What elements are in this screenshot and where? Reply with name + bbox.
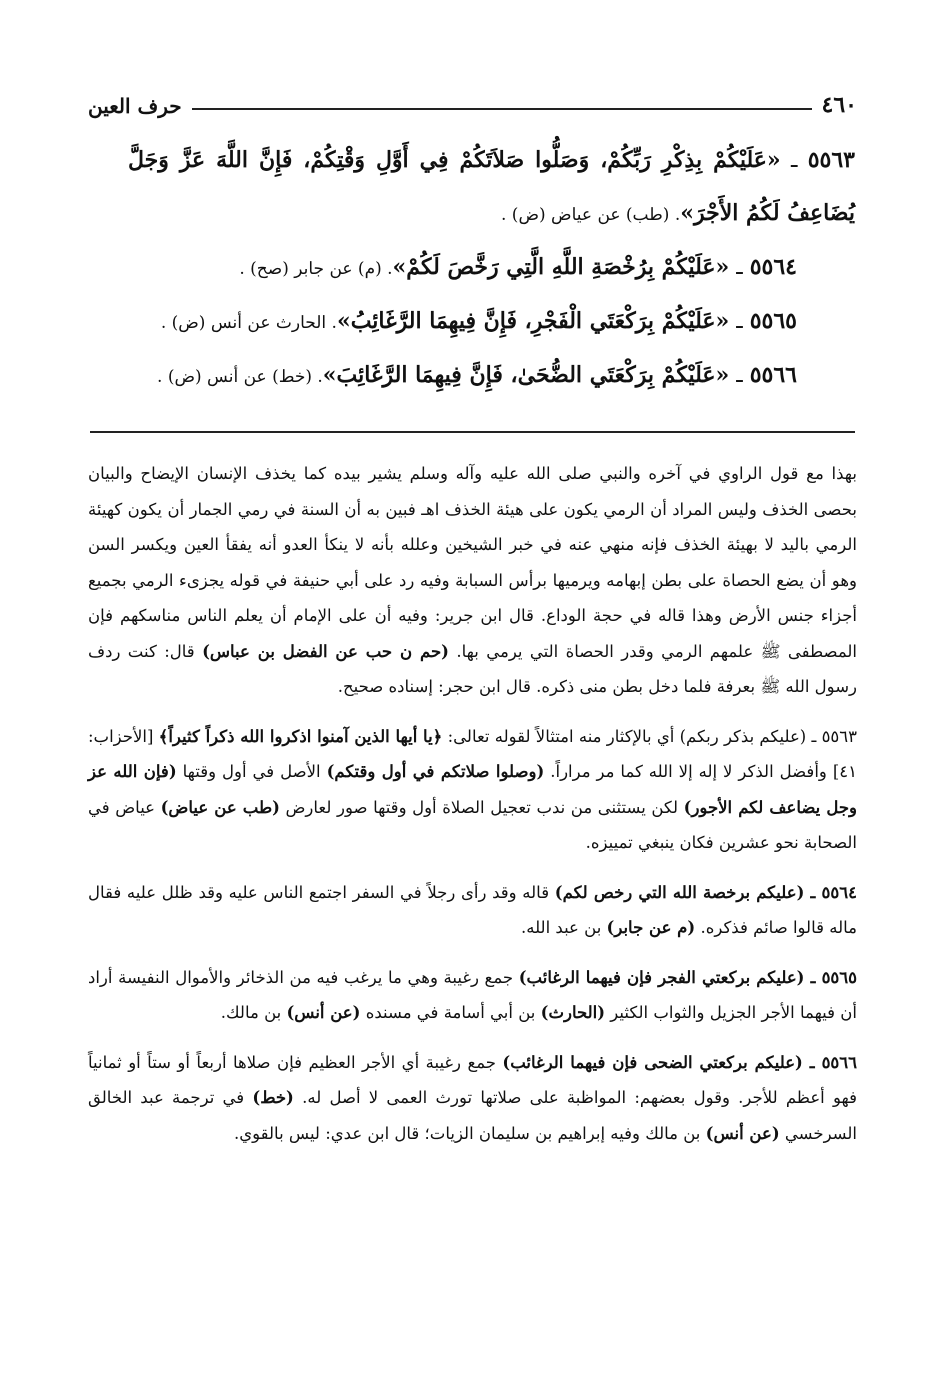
- commentary-text: لكن يستثنى من ندب تعجيل الصلاة أول وقتها صور لعارض: [285, 797, 679, 817]
- hadith-number: ٥٥٦٤: [749, 254, 797, 280]
- commentary-citation: (حم ن حب عن الفضل بن عباس): [202, 641, 449, 661]
- hadith-5566: [128, 349, 855, 403]
- commentary-text: قال: كنت ردف رسول الله ﷺ بعرفة فلما دخل بطن منى ذكره. قال ابن حجر: إسناده صحيح.: [88, 641, 857, 696]
- commentary-citation: (طب عن عياض): [160, 797, 280, 817]
- hadith-text: «عَلَيْكُمْ بِرُخْصَةِ اللَّهِ الَّتِي رَخَّصَ لَكُمْ»: [392, 254, 730, 280]
- page-header: [88, 84, 857, 118]
- commentary-text: بن أبي أسامة في مسنده: [365, 1003, 536, 1022]
- hadith-5564: [128, 241, 855, 295]
- hadith-dash: ـ: [736, 363, 743, 388]
- hadith-text: «عَلَيْكُمْ بِرَكْعَتَي الْفَجْرِ، فَإِنَّ فِيهِمَا الرَّغَائِبُ»: [336, 308, 730, 334]
- hadith-text: «عَلَيْكُمْ بِذِكْرِ رَبِّكُمْ، وَصَلُّوا صَلاَتَكُمْ فِي أَوَّلِ وَقْتِكُمْ، فَإِنَّ اللَّهَ عَزَّ وَجَلَّ يُضَاعِفُ لَكُمُ الأَجْرَ»: [128, 147, 855, 226]
- commentary-5565: [88, 960, 857, 1031]
- commentary-text: [الأحزاب: ٤١] وأفضل الذكر لا إله إلا الله كما مر مراراً.: [88, 726, 857, 781]
- hadith-dash: ـ: [736, 309, 743, 334]
- hadith-texts: [128, 134, 855, 403]
- commentary-continuation: [88, 456, 857, 705]
- hadith-source: . الحارث عن أنس (ض) .: [160, 313, 337, 333]
- hadith-5563: [128, 134, 855, 241]
- commentary-text: بن مالك.: [220, 1003, 282, 1022]
- chapter-title: حرف العين: [88, 94, 182, 118]
- commentary-citation: (عن أنس): [286, 1003, 361, 1022]
- commentary-text: في ترجمة عبد الخالق السرخسي: [88, 1088, 857, 1143]
- hadith-quote: (وصلوا صلاتكم في أول وقتكم): [326, 762, 545, 781]
- commentary-5564: [88, 875, 857, 946]
- commentary-text: بهذا مع قول الراوي في آخره والنبي صلى الله عليه وآله وسلم يشير بيده كما يخذف الإنسان الإيضاح والبيان بحصى الخذف وليس المراد أن الرمي يكون على هيئة الخذف اهـ فبين به أن السنة في رمي الجمار أن يكون كهيئة الرمي باليد لا بهيئة الخذف فإنه منهي عنه في خبر الشيخين وعلله بأنه لا ينكأ العدو أنه يفقأ العين ويكسر السن وهو أن يضع الحصاة على بطن إبهامه ويرميها برأس السبابة وفيه رد على أبي حنيفة في قوله يجزىء الرمي بجميع أجزاء جنس الأرض وهذا قاله في حجة الوداع. قال ابن جرير: وفيه أن على الإمام أن يعلم الناس مناسكهم فإن المصطفى ﷺ علمهم الرمي وقدر الحصاة التي يرمي بها.: [88, 464, 858, 661]
- commentary-text: الأصل في أول وقتها: [182, 762, 321, 781]
- hadith-quote: (فإن الله عز وجل يضاعف لكم الأجور): [88, 762, 857, 817]
- hadith-quote: ٥٥٦٤ ـ (عليكم برخصة الله التي رخص لكم): [554, 882, 857, 902]
- hadith-source: . (خط) عن أنس (ض) .: [157, 367, 323, 387]
- hadith-number: ٥٥٦٥: [749, 308, 797, 334]
- header-rule: [192, 108, 812, 110]
- page-number: ٤٦٠: [821, 92, 857, 118]
- hadith-dash: ـ: [790, 148, 798, 173]
- commentary-5566: [88, 1045, 857, 1152]
- hadith-quote: ٥٥٦٦ ـ (عليكم بركعتي الضحى فإن فيهما الرغائب): [502, 1052, 858, 1072]
- commentary-citation: (الحارث): [540, 1003, 606, 1022]
- commentary-citation: (عن أنس): [705, 1123, 780, 1143]
- hadith-text: «عَلَيْكُمْ بِرَكْعَتَي الضُّحَىٰ، فَإِنَّ فِيهِمَا الرَّغَائِبَ»: [322, 362, 730, 388]
- quran-verse: ﴿يا أيها الذين آمنوا اذكروا الله ذكراً كثيراً﴾: [158, 726, 443, 746]
- commentary-text: ٥٥٦٣ ـ (عليكم بذكر ربكم) أي بالإكثار منه امتثالاً لقوله تعالى:: [447, 726, 858, 746]
- hadith-5565: [128, 295, 855, 349]
- commentary-text: بن عبد الله.: [521, 918, 602, 937]
- commentary-text: قاله وقد رأى رجلاً في السفر اجتمع الناس عليه وقد ظلل عليه فقال ماله قالوا صائم فذكره.: [88, 882, 857, 937]
- hadith-source: . (م) عن جابر (صح) .: [239, 259, 393, 279]
- commentary-5563: [88, 719, 857, 861]
- commentary-text: بن مالك وفيه إبراهيم بن سليمان الزيات؛ قال ابن عدي: ليس بالقوي.: [233, 1123, 701, 1143]
- footnote-separator: [90, 431, 855, 433]
- hadith-number: ٥٥٦٣: [807, 147, 855, 173]
- hadith-source: . (طب) عن عياض (ض) .: [501, 205, 681, 225]
- hadith-quote: ٥٥٦٥ ـ (عليكم بركعتي الفجر فإن فيهما الرغائب): [518, 967, 858, 987]
- commentary-text: جمع رغيبة وهي ما يرغب فيه من الذخائر والأموال النفيسة أراد أن فيهما الأجر الجزيل والثواب الكثير: [88, 967, 857, 1022]
- commentary: [88, 456, 857, 1151]
- hadith-dash: ـ: [736, 255, 743, 280]
- commentary-citation: (خط): [252, 1088, 294, 1107]
- commentary-text: جمع رغيبة أي الأجر العظيم فإن صلاها أربعاً أو ستاً أو ثمانياً فهو أعظم للأجر. وقول بعضهم: المواظبة على صلاتها تورث العمى لا أصل له.: [88, 1052, 857, 1107]
- commentary-text: عياض في الصحابة نحو عشرين فكان ينبغي تمييزه.: [88, 797, 857, 852]
- commentary-citation: (م عن جابر): [606, 918, 696, 937]
- hadith-number: ٥٥٦٦: [749, 362, 797, 388]
